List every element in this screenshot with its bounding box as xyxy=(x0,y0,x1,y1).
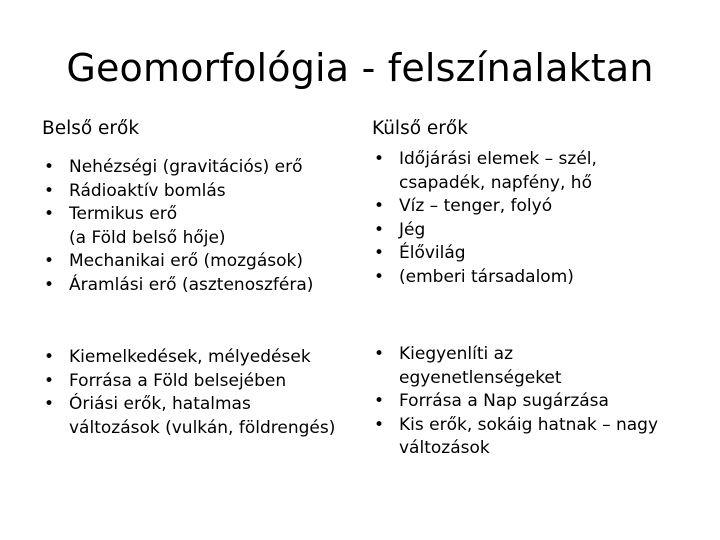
left-heading: Belső erők xyxy=(42,118,140,139)
list-item: • Mechanikai erő (mozgások) xyxy=(42,250,360,274)
list-item: • Kis erők, sokáig hatnak – nagy változások xyxy=(372,414,690,461)
right-list-2 xyxy=(372,343,690,461)
list-item: • Kiemelkedések, mélyedések xyxy=(42,346,360,370)
list-item: • (emberi társadalom) xyxy=(372,266,690,290)
list-item: • Áramlási erő (asztenoszféra) xyxy=(42,274,360,298)
list-item: • Termikus erő (a Föld belső hője) xyxy=(42,203,360,250)
left-list-2 xyxy=(42,346,360,440)
right-list-1 xyxy=(372,148,690,289)
list-item: • Rádioaktív bomlás xyxy=(42,180,360,204)
slide-title: Geomorfológia - felszínalaktan xyxy=(66,46,654,90)
list-item: • Víz – tenger, folyó xyxy=(372,195,690,219)
list-item: • Forrása a Nap sugárzása xyxy=(372,390,690,414)
right-heading: Külső erők xyxy=(372,118,468,139)
list-item: • Kiegyenlíti az egyenetlenségeket xyxy=(372,343,690,390)
list-item: • Élővilág xyxy=(372,242,690,266)
list-item: • Óriási erők, hatalmas változások (vulkán, földrengés) xyxy=(42,393,360,440)
list-item: • Időjárási elemek – szél, csapadék, napfény, hő xyxy=(372,148,690,195)
list-item: • Forrása a Föld belsejében xyxy=(42,370,360,394)
list-item: • Nehézségi (gravitációs) erő xyxy=(42,156,360,180)
list-item: • Jég xyxy=(372,219,690,243)
left-list-1 xyxy=(42,156,360,297)
